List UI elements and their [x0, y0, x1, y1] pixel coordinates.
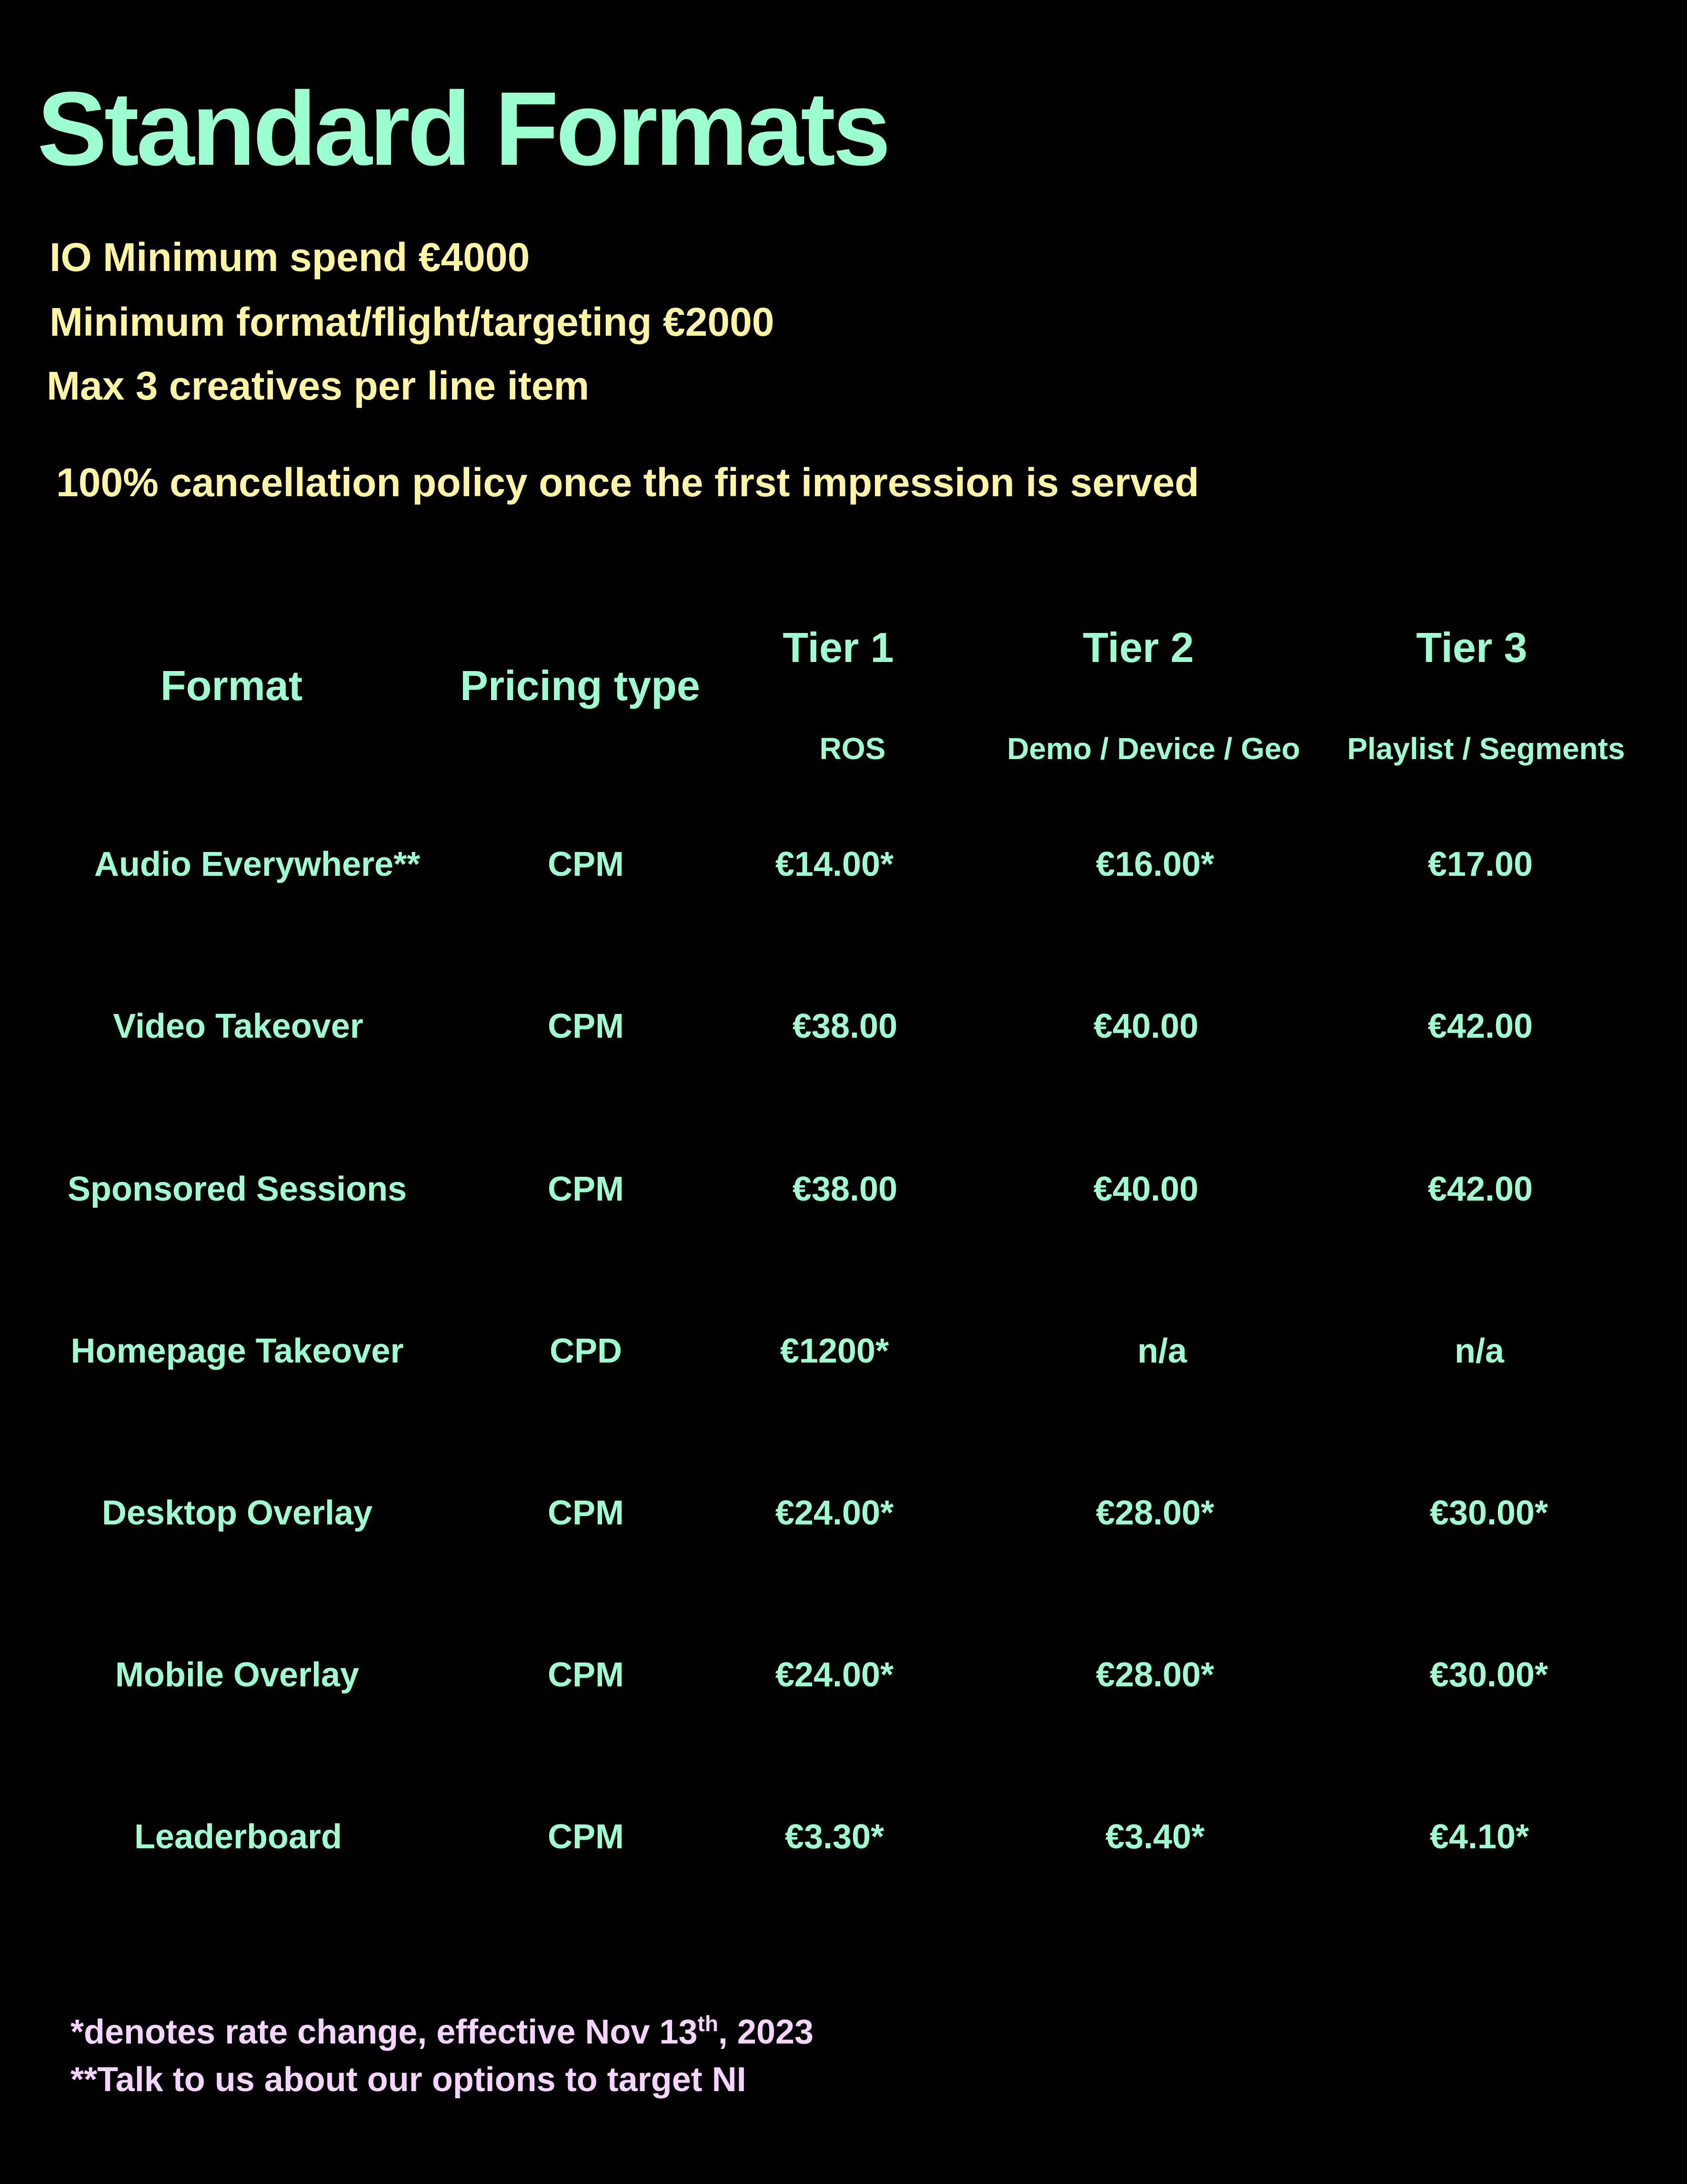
row-pricing-type: CPM	[548, 1656, 624, 1694]
io-minimum-note: IO Minimum spend €4000	[50, 235, 530, 280]
row-pricing-type: CPM	[548, 1170, 624, 1208]
row-format: Audio Everywhere**	[94, 845, 421, 883]
row-tier-2: €28.00*	[1095, 1494, 1215, 1532]
row-tier-3: €30.00*	[1429, 1494, 1548, 1532]
page-title: Standard Formats	[37, 70, 888, 187]
header-tier-2-sub: Demo / Device / Geo	[1007, 731, 1300, 766]
row-format: Leaderboard	[134, 1818, 342, 1856]
rate-change-footnote	[70, 2011, 813, 2054]
row-format: Homepage Takeover	[70, 1332, 404, 1370]
header-format: Format	[160, 662, 303, 709]
header-tier-3-sub: Playlist / Segments	[1347, 731, 1625, 766]
row-tier-3: €42.00	[1427, 1007, 1533, 1045]
row-tier-1: €1200*	[780, 1332, 889, 1370]
rate-change-superscript: th	[697, 2011, 718, 2036]
row-tier-3: €42.00	[1427, 1170, 1533, 1208]
row-tier-3: €4.10*	[1429, 1818, 1529, 1856]
row-pricing-type: CPM	[548, 1007, 624, 1045]
header-tier-2: Tier 2	[1083, 624, 1194, 671]
row-tier-2: €16.00*	[1095, 845, 1215, 883]
header-tier-3: Tier 3	[1416, 624, 1527, 671]
row-pricing-type: CPD	[549, 1332, 623, 1370]
rate-change-prefix: *denotes rate change, effective Nov 13	[70, 2013, 698, 2051]
row-tier-1: €14.00*	[775, 845, 894, 883]
row-format: Video Takeover	[113, 1007, 363, 1045]
row-tier-3: n/a	[1454, 1332, 1505, 1370]
row-format: Mobile Overlay	[115, 1656, 360, 1694]
header-tier-1-sub: ROS	[819, 731, 886, 766]
rate-change-suffix: , 2023	[718, 2013, 814, 2051]
row-tier-1: €38.00	[792, 1007, 898, 1045]
minimum-format-note: Minimum format/flight/targeting €2000	[50, 300, 774, 344]
row-tier-1: €24.00*	[775, 1656, 894, 1694]
header-pricing-type: Pricing type	[460, 662, 700, 709]
row-tier-1: €38.00	[792, 1170, 898, 1208]
row-tier-2: n/a	[1137, 1332, 1187, 1370]
row-pricing-type: CPM	[548, 1818, 624, 1856]
row-pricing-type: CPM	[548, 845, 624, 883]
row-tier-2: €40.00	[1093, 1170, 1199, 1208]
row-tier-2: €3.40*	[1105, 1818, 1205, 1856]
max-creatives-note: Max 3 creatives per line item	[47, 363, 590, 408]
row-tier-2: €40.00	[1093, 1007, 1199, 1045]
row-tier-2: €28.00*	[1095, 1656, 1215, 1694]
row-tier-1: €3.30*	[784, 1818, 884, 1856]
header-tier-1: Tier 1	[783, 624, 894, 671]
row-pricing-type: CPM	[548, 1494, 624, 1532]
row-format: Desktop Overlay	[101, 1494, 373, 1532]
target-ni-footnote: **Talk to us about our options to target NI	[70, 2061, 746, 2099]
row-tier-1: €24.00*	[775, 1494, 894, 1532]
row-tier-3: €30.00*	[1429, 1656, 1548, 1694]
row-format: Sponsored Sessions	[67, 1170, 407, 1208]
cancellation-policy-note: 100% cancellation policy once the first impression is served	[56, 460, 1199, 505]
row-tier-3: €17.00	[1427, 845, 1533, 883]
